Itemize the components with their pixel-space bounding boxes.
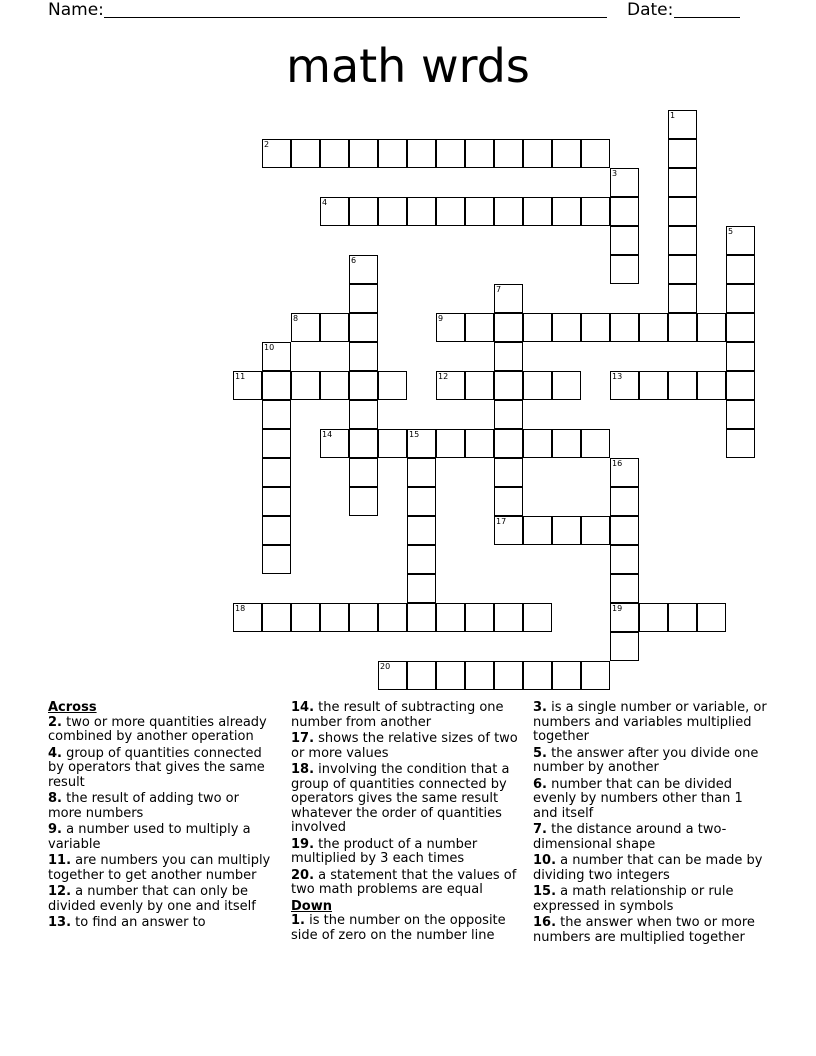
grid-cell[interactable]: [349, 139, 378, 168]
grid-cell[interactable]: [465, 603, 494, 632]
grid-cell[interactable]: [262, 487, 291, 516]
clue-item: [291, 763, 519, 836]
grid-cell[interactable]: [436, 429, 465, 458]
clue-text: the product of a number multiplied by 3 each times: [291, 836, 478, 866]
clues-column-3: [533, 701, 768, 947]
grid-cell[interactable]: [494, 197, 523, 226]
grid-cell[interactable]: [494, 371, 523, 400]
grid-cell[interactable]: [639, 313, 668, 342]
grid-cell[interactable]: [494, 313, 523, 342]
clue-item: [48, 854, 276, 883]
clue-number: 10.: [533, 853, 557, 868]
clue-text: the result of subtracting one number from another: [291, 700, 504, 730]
grid-cell[interactable]: [436, 139, 465, 168]
clue-text: a math relationship or rule expressed in symbols: [533, 884, 734, 914]
grid-cell[interactable]: [349, 458, 378, 487]
grid-cell[interactable]: [581, 197, 610, 226]
grid-cell[interactable]: [726, 342, 755, 371]
grid-cell[interactable]: [610, 487, 639, 516]
clue-number: 13.: [48, 915, 72, 930]
clue-item: [291, 914, 519, 943]
grid-cell[interactable]: [494, 603, 523, 632]
grid-cell[interactable]: [465, 429, 494, 458]
grid-cell[interactable]: [262, 603, 291, 632]
grid-cell[interactable]: [726, 400, 755, 429]
grid-cell[interactable]: [378, 197, 407, 226]
clue-number: 2.: [48, 714, 62, 730]
grid-cell[interactable]: [610, 313, 639, 342]
grid-cell[interactable]: [610, 197, 639, 226]
clue-text: the distance around a two-dimensional shape: [533, 822, 727, 852]
grid-cell[interactable]: [523, 313, 552, 342]
clue-item: [48, 885, 276, 914]
grid-cell[interactable]: [639, 371, 668, 400]
clue-number: 19.: [291, 836, 315, 852]
grid-cell[interactable]: [262, 429, 291, 458]
grid-cell[interactable]: [494, 342, 523, 371]
cell-number: 15: [409, 430, 420, 439]
grid-cell[interactable]: [465, 661, 494, 690]
grid-cell[interactable]: [407, 574, 436, 603]
grid-cell[interactable]: [581, 313, 610, 342]
grid-cell[interactable]: [262, 545, 291, 574]
grid-cell[interactable]: [726, 429, 755, 458]
clue-text: a number that can be made by dividing two integers: [533, 853, 763, 883]
clue-item: [291, 838, 519, 867]
grid-cell[interactable]: [610, 574, 639, 603]
date-label: Date:: [627, 0, 674, 20]
grid-cell[interactable]: [581, 661, 610, 690]
clue-item: [533, 823, 768, 852]
clue-item: [291, 732, 519, 761]
grid-cell[interactable]: [610, 545, 639, 574]
grid-cell[interactable]: [668, 139, 697, 168]
grid-cell[interactable]: [552, 429, 581, 458]
clue-item: [533, 916, 768, 945]
across-heading: Across: [48, 700, 97, 715]
name-label: Name:: [48, 0, 104, 20]
clue-text: involving the condition that a group of quantities connected by operators gives the same result whatever the order of quantities involved: [291, 762, 510, 835]
page-title: math wrds: [286, 39, 530, 93]
grid-cell[interactable]: [349, 313, 378, 342]
grid-cell[interactable]: [465, 139, 494, 168]
clue-number: 20.: [291, 867, 315, 883]
grid-cell[interactable]: [523, 371, 552, 400]
cell-number: 19: [612, 604, 623, 613]
grid-cell[interactable]: [610, 516, 639, 545]
cell-number: 8: [293, 314, 299, 323]
clue-number: 17.: [291, 731, 315, 746]
grid-cell[interactable]: [552, 371, 581, 400]
grid-cell[interactable]: [465, 197, 494, 226]
cell-number: 12: [438, 372, 449, 381]
clue-text: the answer when two or more numbers are multiplied together: [533, 915, 755, 945]
grid-cell[interactable]: [668, 603, 697, 632]
grid-cell[interactable]: [436, 603, 465, 632]
clue-item: [48, 716, 276, 745]
grid-cell[interactable]: [262, 400, 291, 429]
clues-column-1: [48, 701, 276, 933]
clue-text: a statement that the values of two math problems are equal: [291, 867, 517, 897]
clue-text: is a single number or variable, or numbers and variables multiplied together: [533, 700, 767, 744]
grid-cell[interactable]: [494, 429, 523, 458]
grid-cell[interactable]: [291, 139, 320, 168]
clue-text: the result of adding two or more numbers: [48, 791, 239, 821]
grid-cell[interactable]: [349, 371, 378, 400]
grid-cell[interactable]: [668, 313, 697, 342]
grid-cell[interactable]: [668, 226, 697, 255]
grid-cell[interactable]: [320, 139, 349, 168]
grid-cell[interactable]: [407, 545, 436, 574]
grid-cell[interactable]: [668, 371, 697, 400]
clue-item: [291, 701, 519, 730]
clue-item: [291, 869, 519, 898]
grid-cell[interactable]: [610, 632, 639, 661]
grid-cell[interactable]: [494, 458, 523, 487]
grid-cell[interactable]: [291, 371, 320, 400]
cell-number: 16: [612, 459, 623, 468]
clue-number: 16.: [533, 915, 557, 930]
grid-cell[interactable]: [668, 284, 697, 313]
clue-number: 14.: [291, 700, 315, 715]
grid-cell[interactable]: [639, 603, 668, 632]
cell-number: 3: [612, 169, 618, 178]
cell-number: 18: [235, 604, 246, 613]
grid-cell[interactable]: [262, 516, 291, 545]
grid-cell[interactable]: [668, 197, 697, 226]
grid-cell[interactable]: [436, 197, 465, 226]
cell-number: 11: [235, 372, 246, 381]
cell-number: 4: [322, 198, 328, 207]
clue-item: [533, 885, 768, 914]
clue-number: 12.: [48, 884, 72, 899]
clue-item: [533, 701, 768, 745]
grid-cell[interactable]: [552, 139, 581, 168]
clue-text: is the number on the opposite side of zero on the number line: [291, 913, 506, 943]
grid-cell[interactable]: [697, 603, 726, 632]
grid-cell[interactable]: [407, 603, 436, 632]
grid-cell[interactable]: [349, 603, 378, 632]
clue-number: 15.: [533, 884, 557, 899]
grid-cell[interactable]: [465, 371, 494, 400]
cell-number: 7: [496, 285, 502, 294]
clue-item: [533, 778, 768, 822]
clue-text: a number used to multiply a variable: [48, 822, 251, 852]
clue-item: [48, 823, 276, 852]
grid-cell[interactable]: [494, 487, 523, 516]
grid-cell[interactable]: [378, 603, 407, 632]
grid-cell[interactable]: [349, 487, 378, 516]
cell-number: 1: [670, 111, 676, 120]
grid-cell[interactable]: [726, 284, 755, 313]
clue-number: 4.: [48, 745, 62, 761]
grid-cell[interactable]: [407, 487, 436, 516]
grid-cell[interactable]: [552, 197, 581, 226]
clue-number: 9.: [48, 822, 62, 837]
grid-cell[interactable]: [523, 516, 552, 545]
cell-number: 6: [351, 256, 357, 265]
down-heading: Down: [291, 898, 332, 914]
cell-number: 13: [612, 372, 623, 381]
clue-number: 7.: [533, 822, 547, 837]
grid-cell[interactable]: [523, 139, 552, 168]
grid-cell[interactable]: [581, 516, 610, 545]
grid-cell[interactable]: [320, 313, 349, 342]
cell-number: 5: [728, 227, 734, 236]
grid-cell[interactable]: [349, 284, 378, 313]
clue-item: [48, 747, 276, 791]
grid-cell[interactable]: [610, 226, 639, 255]
clue-text: two or more quantities already combined by another operation: [48, 714, 267, 744]
clue-text: shows the relative sizes of two or more values: [291, 731, 518, 761]
clue-number: 3.: [533, 700, 547, 715]
cell-number: 14: [322, 430, 333, 439]
grid-cell[interactable]: [697, 371, 726, 400]
grid-cell[interactable]: [291, 603, 320, 632]
grid-cell[interactable]: [349, 400, 378, 429]
grid-cell[interactable]: [668, 168, 697, 197]
grid-cell[interactable]: [378, 139, 407, 168]
grid-cell[interactable]: [407, 139, 436, 168]
grid-cell[interactable]: [726, 371, 755, 400]
grid-cell[interactable]: [407, 458, 436, 487]
grid-cell[interactable]: [494, 139, 523, 168]
grid-cell[interactable]: [668, 255, 697, 284]
clue-text: a number that can only be divided evenly by one and itself: [48, 884, 256, 914]
clue-item: [533, 854, 768, 883]
grid-cell[interactable]: [320, 603, 349, 632]
grid-cell[interactable]: [523, 197, 552, 226]
grid-cell[interactable]: [581, 139, 610, 168]
grid-cell[interactable]: [726, 313, 755, 342]
clue-text: the answer after you divide one number by another: [533, 745, 759, 775]
cell-number: 9: [438, 314, 444, 323]
grid-cell[interactable]: [726, 255, 755, 284]
grid-cell[interactable]: [552, 661, 581, 690]
grid-cell[interactable]: [581, 429, 610, 458]
grid-cell[interactable]: [523, 661, 552, 690]
clue-text: are numbers you can multiply together to get another number: [48, 853, 271, 883]
grid-cell[interactable]: [407, 516, 436, 545]
grid-cell[interactable]: [552, 313, 581, 342]
clues-column-2: [291, 701, 519, 945]
clue-number: 5.: [533, 745, 547, 761]
clue-item: [533, 747, 768, 776]
grid-cell[interactable]: [697, 313, 726, 342]
grid-cell[interactable]: [436, 661, 465, 690]
cell-number: 17: [496, 517, 507, 526]
grid-cell[interactable]: [262, 371, 291, 400]
clue-text: group of quantities connected by operators that gives the same result: [48, 745, 265, 790]
clue-item: [48, 916, 276, 931]
grid-cell[interactable]: [378, 429, 407, 458]
grid-cell[interactable]: [523, 603, 552, 632]
clue-text: to find an answer to: [71, 915, 206, 930]
clue-number: 8.: [48, 791, 62, 806]
cell-number: 2: [264, 140, 270, 149]
grid-cell[interactable]: [378, 371, 407, 400]
grid-cell[interactable]: [523, 429, 552, 458]
grid-cell[interactable]: [407, 661, 436, 690]
grid-cell[interactable]: [552, 516, 581, 545]
clue-number: 18.: [291, 762, 315, 777]
grid-cell[interactable]: [320, 371, 349, 400]
grid-cell[interactable]: [465, 313, 494, 342]
grid-cell[interactable]: [494, 661, 523, 690]
grid-cell[interactable]: [494, 400, 523, 429]
grid-cell[interactable]: [349, 429, 378, 458]
clue-number: 1.: [291, 913, 305, 928]
clue-item: [48, 792, 276, 821]
cell-number: 20: [380, 662, 391, 671]
grid-cell[interactable]: [349, 342, 378, 371]
clue-text: number that can be divided evenly by numbers other than 1 and itself: [533, 776, 743, 821]
grid-cell[interactable]: [610, 255, 639, 284]
clue-number: 11.: [48, 853, 72, 868]
clue-number: 6.: [533, 776, 547, 792]
cell-number: 10: [264, 343, 275, 352]
grid-cell[interactable]: [349, 197, 378, 226]
grid-cell[interactable]: [407, 197, 436, 226]
grid-cell[interactable]: [262, 458, 291, 487]
